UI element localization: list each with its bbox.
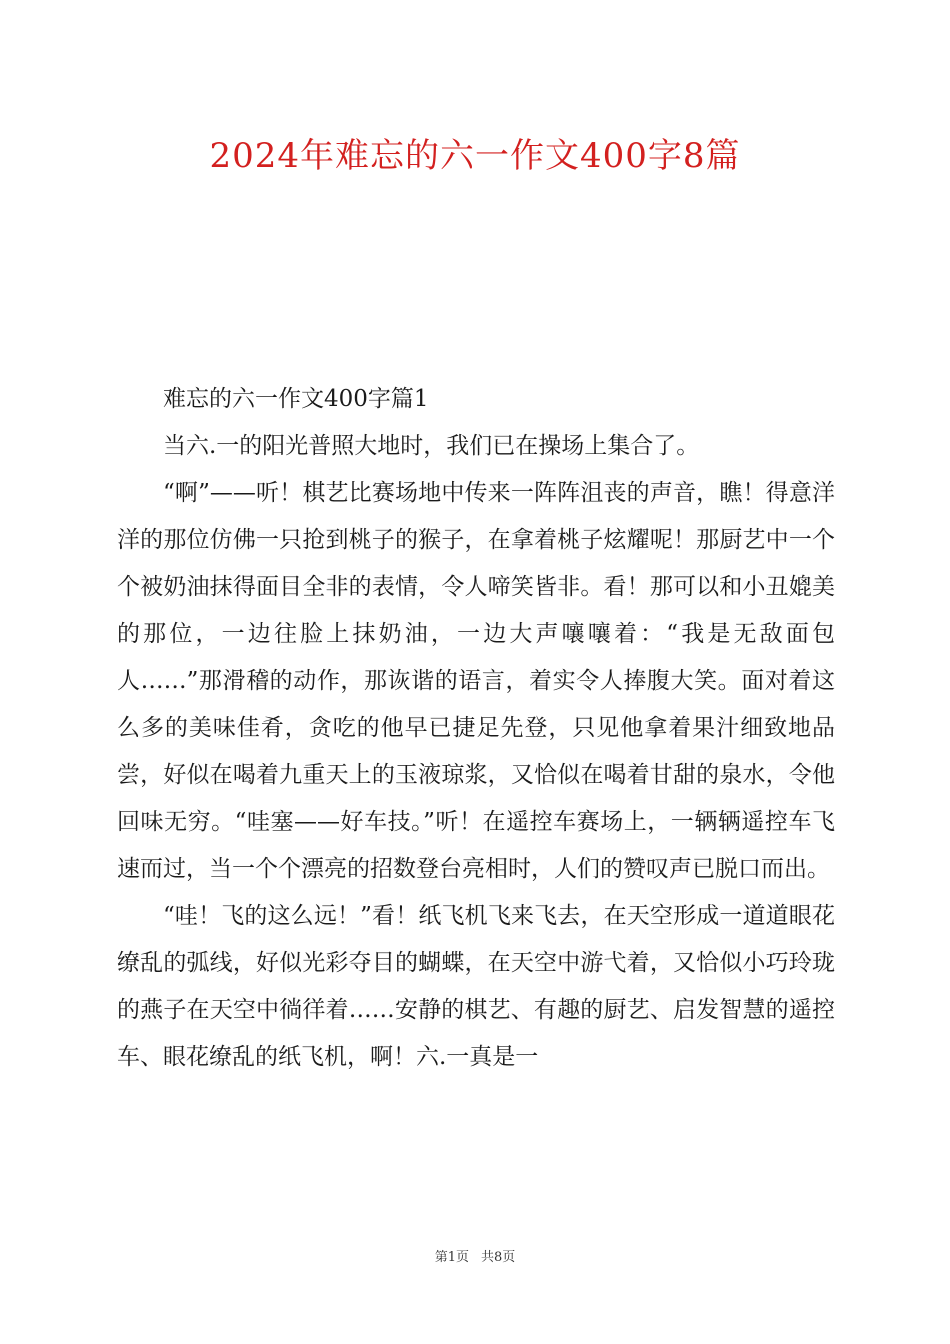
page-number: 第1页	[434, 1250, 469, 1265]
paragraph-1: 当六.一的阳光普照大地时，我们已在操场上集合了。	[163, 433, 700, 459]
page-total: 共8页	[481, 1250, 516, 1265]
page-footer	[0, 1246, 950, 1265]
document-body	[117, 376, 835, 1081]
document-title: 2024年难忘的六一作文400字8篇	[209, 136, 741, 176]
section-heading: 难忘的六一作文400字篇1	[163, 386, 429, 412]
paragraph-2: “啊”——听！棋艺比赛场地中传来一阵阵沮丧的声音，瞧！得意洋洋的那位仿佛一只抢到桃子的猴子，在拿着桃子炫耀呢！那厨艺中一个个被奶油抹得面目全非的表情，令人啼笑皆非。看！那可以和小丑媲美的那位，一边往脸上抹奶油，一边大声嚷嚷着：“我是无敌面包人……”那滑稽的动作，那诙谐的语言，着实令人捧腹大笑。面对着这么多的美味佳肴，贪吃的他早已捷足先登，只见他拿着果汁细致地品尝，好似在喝着九重天上的玉液琼浆，又恰似在喝着甘甜的泉水，令他回味无穷。“哇塞——好车技。”听！在遥控车赛场上，一辆辆遥控车飞速而过，当一个个漂亮的招数登台亮相时，人们的赞叹声已脱口而出。	[117, 480, 835, 882]
paragraph-3: “哇！飞的这么远！”看！纸飞机飞来飞去，在天空形成一道道眼花缭乱的弧线，好似光彩夺目的蝴蝶，在天空中游弋着，又恰似小巧玲珑的燕子在天空中徜徉着……安静的棋艺、有趣的厨艺、启发智慧的遥控车、眼花缭乱的纸飞机，啊！六.一真是一	[117, 903, 835, 1070]
